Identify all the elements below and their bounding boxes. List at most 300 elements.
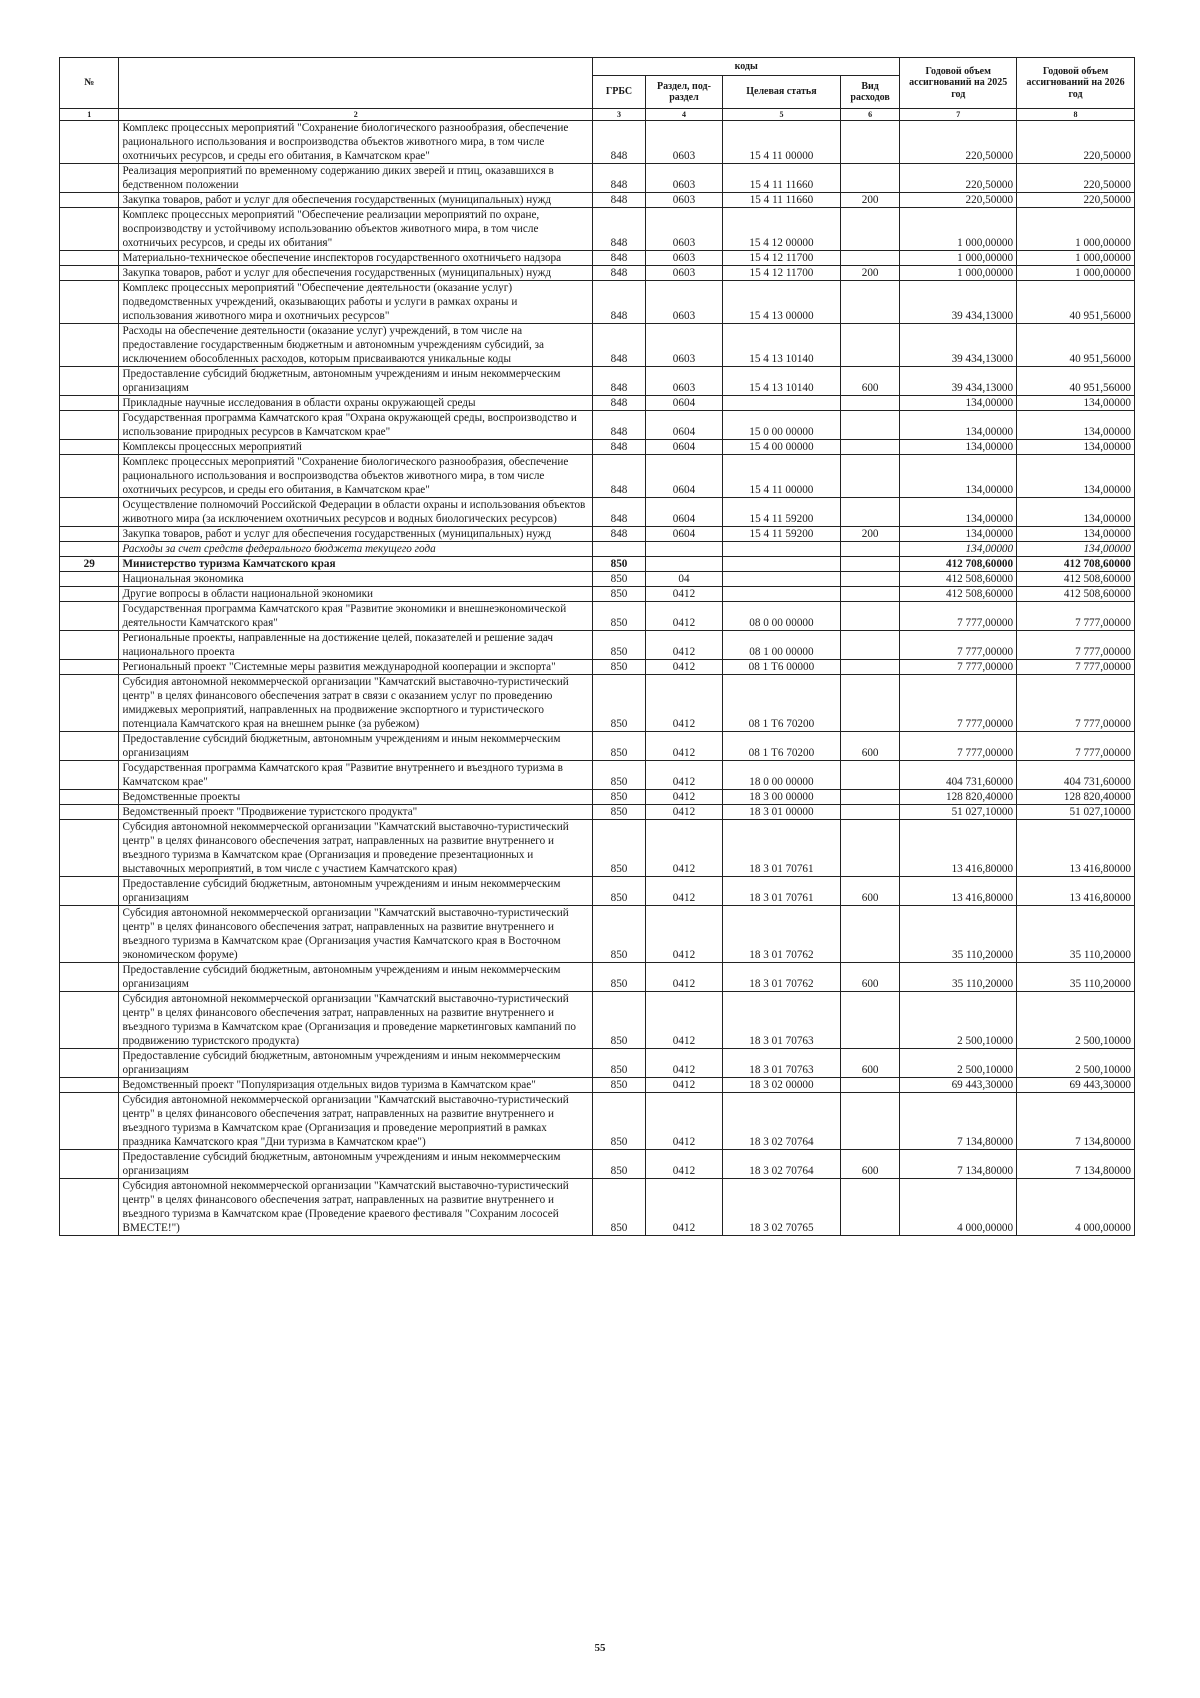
- row-name: Материально-техническое обеспечение инспекторов государственного охотничьего надзора: [119, 251, 593, 266]
- row-target-article: 18 3 02 70764: [723, 1150, 841, 1179]
- row-amount-2025: 7 777,00000: [900, 660, 1017, 675]
- row-razdel: 0604: [645, 527, 722, 542]
- row-grbs: 848: [593, 251, 646, 266]
- row-name: Ведомственные проекты: [119, 790, 593, 805]
- row-razdel: 0604: [645, 411, 722, 440]
- row-razdel: 0412: [645, 1093, 722, 1150]
- header-grbs: ГРБС: [593, 76, 646, 109]
- row-name: Предоставление субсидий бюджетным, автономным учреждениям и иным некоммерческим организациям: [119, 877, 593, 906]
- row-target-article: 15 4 11 00000: [723, 121, 841, 164]
- row-amount-2026: 1 000,00000: [1017, 251, 1135, 266]
- row-name: Комплекс процессных мероприятий "Сохранение биологического разнообразия, обеспечение рационального использования и воспроизводства объектов животного мира, в том числе охотничьих ресурсов, и среды его обитания, в Камчатском крае": [119, 455, 593, 498]
- row-expense-type: 600: [840, 963, 900, 992]
- row-amount-2026: 40 951,56000: [1017, 324, 1135, 367]
- row-number: [60, 820, 119, 877]
- row-grbs: 848: [593, 266, 646, 281]
- row-name: Предоставление субсидий бюджетным, автономным учреждениям и иным некоммерческим организациям: [119, 1150, 593, 1179]
- row-razdel: 0412: [645, 631, 722, 660]
- row-razdel: 0412: [645, 820, 722, 877]
- table-row: [60, 660, 1135, 675]
- row-number: [60, 761, 119, 790]
- row-number: [60, 1150, 119, 1179]
- row-name: Государственная программа Камчатского края "Развитие внутреннего и въездного туризма в Камчатском крае": [119, 761, 593, 790]
- column-number: 4: [645, 109, 722, 121]
- row-target-article: 18 3 02 70765: [723, 1179, 841, 1236]
- column-number-row: [60, 109, 1135, 121]
- row-amount-2025: 7 777,00000: [900, 602, 1017, 631]
- row-expense-type: [840, 1179, 900, 1236]
- table-row: [60, 498, 1135, 527]
- row-target-article: 18 3 02 00000: [723, 1078, 841, 1093]
- row-number: [60, 440, 119, 455]
- row-amount-2025: 1 000,00000: [900, 208, 1017, 251]
- row-amount-2026: 40 951,56000: [1017, 281, 1135, 324]
- column-number: 6: [840, 109, 900, 121]
- table-row: [60, 1179, 1135, 1236]
- row-amount-2025: 128 820,40000: [900, 790, 1017, 805]
- row-grbs: 850: [593, 963, 646, 992]
- row-target-article: 18 3 01 70761: [723, 820, 841, 877]
- table-row: [60, 877, 1135, 906]
- row-number: [60, 498, 119, 527]
- row-target-article: 18 3 01 70761: [723, 877, 841, 906]
- row-grbs: 848: [593, 324, 646, 367]
- header-target-article: Целевая статья: [723, 76, 841, 109]
- row-razdel: 0604: [645, 455, 722, 498]
- row-number: [60, 1179, 119, 1236]
- row-amount-2026: 220,50000: [1017, 164, 1135, 193]
- row-name: Закупка товаров, работ и услуг для обеспечения государственных (муниципальных) нужд: [119, 527, 593, 542]
- row-expense-type: [840, 440, 900, 455]
- row-name: Ведомственный проект "Популяризация отдельных видов туризма в Камчатском крае": [119, 1078, 593, 1093]
- row-razdel: 0412: [645, 1179, 722, 1236]
- row-grbs: 850: [593, 1093, 646, 1150]
- row-name: Субсидия автономной некоммерческой организации "Камчатский выставочно-туристический центр" в целях финансового обеспечения затрат, направленных на развитие внутреннего и въездного туризма в Камчатском крае (Проведение краевого фестиваля "Сохраним лососей ВМЕСТЕ!"): [119, 1179, 593, 1236]
- row-number: [60, 411, 119, 440]
- row-amount-2025: 69 443,30000: [900, 1078, 1017, 1093]
- row-amount-2026: 2 500,10000: [1017, 992, 1135, 1049]
- row-amount-2026: 13 416,80000: [1017, 820, 1135, 877]
- table-row: [60, 790, 1135, 805]
- table-row: [60, 587, 1135, 602]
- row-name: Предоставление субсидий бюджетным, автономным учреждениям и иным некоммерческим организациям: [119, 732, 593, 761]
- row-number: [60, 587, 119, 602]
- row-target-article: 18 0 00 00000: [723, 761, 841, 790]
- table-row: [60, 1049, 1135, 1078]
- row-razdel: 0412: [645, 1078, 722, 1093]
- row-name: Предоставление субсидий бюджетным, автономным учреждениям и иным некоммерческим организациям: [119, 367, 593, 396]
- row-amount-2025: 2 500,10000: [900, 1049, 1017, 1078]
- table-row: [60, 542, 1135, 557]
- row-amount-2026: 1 000,00000: [1017, 266, 1135, 281]
- row-name: Осуществление полномочий Российской Федерации в области охраны и использования объектов животного мира (за исключением охотничьих ресурсов и водных биологических ресурсов): [119, 498, 593, 527]
- row-grbs: [593, 542, 646, 557]
- row-amount-2026: 220,50000: [1017, 193, 1135, 208]
- row-expense-type: [840, 542, 900, 557]
- row-razdel: [645, 557, 722, 572]
- row-expense-type: [840, 396, 900, 411]
- row-expense-type: 600: [840, 367, 900, 396]
- row-number: [60, 992, 119, 1049]
- row-expense-type: [840, 208, 900, 251]
- row-grbs: 848: [593, 193, 646, 208]
- header-volume-2026: Годовой объем ассигнований на 2026 год: [1017, 58, 1135, 109]
- row-name: Комплекс процессных мероприятий "Сохранение биологического разнообразия, обеспечение рационального использования и воспроизводства объектов животного мира, в том числе охотничьих ресурсов, и среды его обитания, в Камчатском крае": [119, 121, 593, 164]
- row-grbs: 850: [593, 761, 646, 790]
- table-row: [60, 440, 1135, 455]
- row-grbs: 850: [593, 790, 646, 805]
- row-name: Субсидия автономной некоммерческой организации "Камчатский выставочно-туристический центр" в целях финансового обеспечения затрат, направленных на развитие внутреннего и въездного туризма в Камчатском крае (Организация и проведение мероприятий в рамках праздника Камчатского края "Дни туризма в Камчатском крае"): [119, 1093, 593, 1150]
- row-amount-2025: 134,00000: [900, 498, 1017, 527]
- header-expense-type: Вид расходов: [840, 76, 900, 109]
- table-row: [60, 572, 1135, 587]
- row-amount-2025: 39 434,13000: [900, 281, 1017, 324]
- row-name: Региональный проект "Системные меры развития международной кооперации и экспорта": [119, 660, 593, 675]
- row-name: Комплекс процессных мероприятий "Обеспечение деятельности (оказание услуг) подведомственных учреждений, оказывающих работы и услуги в рамках охраны и использования животного мира и охотничьих ресурсов": [119, 281, 593, 324]
- row-name: Комплексы процессных мероприятий: [119, 440, 593, 455]
- row-amount-2026: 35 110,20000: [1017, 963, 1135, 992]
- row-amount-2026: 412 708,60000: [1017, 557, 1135, 572]
- row-razdel: 0603: [645, 193, 722, 208]
- row-grbs: 850: [593, 557, 646, 572]
- row-amount-2026: 4 000,00000: [1017, 1179, 1135, 1236]
- row-amount-2025: 7 777,00000: [900, 631, 1017, 660]
- row-expense-type: [840, 790, 900, 805]
- row-grbs: 848: [593, 208, 646, 251]
- row-name: Национальная экономика: [119, 572, 593, 587]
- row-number: [60, 906, 119, 963]
- row-razdel: 0603: [645, 208, 722, 251]
- row-amount-2026: 412 508,60000: [1017, 572, 1135, 587]
- table-row: [60, 820, 1135, 877]
- row-amount-2026: 69 443,30000: [1017, 1078, 1135, 1093]
- row-amount-2025: 412 508,60000: [900, 587, 1017, 602]
- column-number: 2: [119, 109, 593, 121]
- column-number: 8: [1017, 109, 1135, 121]
- row-amount-2025: 2 500,10000: [900, 992, 1017, 1049]
- row-razdel: 0603: [645, 367, 722, 396]
- row-amount-2025: 1 000,00000: [900, 266, 1017, 281]
- row-name: Комплекс процессных мероприятий "Обеспечение реализации мероприятий по охране, воспроизводству и устойчивому использованию объектов животного мира, в том числе охотничьих ресурсов, и среды их обитания": [119, 208, 593, 251]
- row-grbs: 848: [593, 121, 646, 164]
- row-target-article: 18 3 01 70762: [723, 963, 841, 992]
- row-number: [60, 542, 119, 557]
- row-number: [60, 805, 119, 820]
- row-expense-type: [840, 455, 900, 498]
- row-expense-type: 600: [840, 732, 900, 761]
- row-razdel: 0412: [645, 732, 722, 761]
- row-grbs: 850: [593, 675, 646, 732]
- row-expense-type: 600: [840, 877, 900, 906]
- row-amount-2025: 1 000,00000: [900, 251, 1017, 266]
- row-expense-type: [840, 121, 900, 164]
- row-expense-type: [840, 675, 900, 732]
- row-target-article: [723, 396, 841, 411]
- row-target-article: 15 4 11 59200: [723, 527, 841, 542]
- row-name: Региональные проекты, направленные на достижение целей, показателей и решение задач национального проекта: [119, 631, 593, 660]
- table-row: [60, 1150, 1135, 1179]
- header-number: №: [60, 58, 119, 109]
- row-amount-2025: 134,00000: [900, 542, 1017, 557]
- table-row: [60, 396, 1135, 411]
- row-expense-type: [840, 251, 900, 266]
- row-target-article: 18 3 02 70764: [723, 1093, 841, 1150]
- row-target-article: 15 4 11 11660: [723, 164, 841, 193]
- row-amount-2025: 13 416,80000: [900, 877, 1017, 906]
- row-amount-2025: 51 027,10000: [900, 805, 1017, 820]
- row-number: [60, 367, 119, 396]
- row-target-article: 18 3 01 00000: [723, 805, 841, 820]
- row-number: [60, 877, 119, 906]
- row-grbs: 850: [593, 587, 646, 602]
- row-amount-2025: 35 110,20000: [900, 963, 1017, 992]
- row-name: Прикладные научные исследования в области охраны окружающей среды: [119, 396, 593, 411]
- row-amount-2025: 220,50000: [900, 121, 1017, 164]
- row-amount-2026: 412 508,60000: [1017, 587, 1135, 602]
- row-number: [60, 121, 119, 164]
- row-razdel: 0412: [645, 992, 722, 1049]
- row-name: Субсидия автономной некоммерческой организации "Камчатский выставочно-туристический центр" в целях финансового обеспечения затрат, направленных на развитие внутреннего и въездного туризма в Камчатском крае (Организация участия Камчатского края в Восточном экономическом форуме): [119, 906, 593, 963]
- row-name: Закупка товаров, работ и услуг для обеспечения государственных (муниципальных) нужд: [119, 266, 593, 281]
- row-grbs: 850: [593, 572, 646, 587]
- row-number: [60, 164, 119, 193]
- table-row: [60, 411, 1135, 440]
- table-row: [60, 761, 1135, 790]
- row-amount-2025: 220,50000: [900, 164, 1017, 193]
- table-row: [60, 324, 1135, 367]
- table-row: [60, 367, 1135, 396]
- row-number: [60, 572, 119, 587]
- row-razdel: 0412: [645, 963, 722, 992]
- row-amount-2026: 134,00000: [1017, 411, 1135, 440]
- row-expense-type: 200: [840, 527, 900, 542]
- table-body: [60, 121, 1135, 1236]
- row-razdel: 0603: [645, 164, 722, 193]
- row-amount-2026: 7 777,00000: [1017, 602, 1135, 631]
- row-number: [60, 1093, 119, 1150]
- row-razdel: 04: [645, 572, 722, 587]
- table-row: [60, 992, 1135, 1049]
- budget-table: [59, 57, 1135, 1236]
- row-razdel: 0412: [645, 761, 722, 790]
- row-target-article: 18 3 01 70763: [723, 1049, 841, 1078]
- row-number: [60, 281, 119, 324]
- row-target-article: 15 4 13 10140: [723, 324, 841, 367]
- row-name: Другие вопросы в области национальной экономики: [119, 587, 593, 602]
- row-amount-2026: 134,00000: [1017, 527, 1135, 542]
- row-target-article: 15 4 11 59200: [723, 498, 841, 527]
- row-number: [60, 732, 119, 761]
- row-name: Субсидия автономной некоммерческой организации "Камчатский выставочно-туристический центр" в целях финансового обеспечения затрат, направленных на развитие внутреннего и въездного туризма в Камчатском крае (Организация и проведение маркетинговых кампаний по продвижению туристского продукта): [119, 992, 593, 1049]
- row-name: Расходы на обеспечение деятельности (оказание услуг) учреждений, в том числе на предоставление государственным бюджетным и автономным учреждениям субсидий, за исключением обособленных расходов, которым присваиваются уникальные коды: [119, 324, 593, 367]
- row-name: Государственная программа Камчатского края "Развитие экономики и внешнеэкономической деятельности Камчатского края": [119, 602, 593, 631]
- table-row: [60, 602, 1135, 631]
- row-grbs: 850: [593, 660, 646, 675]
- row-expense-type: [840, 281, 900, 324]
- row-name: Министерство туризма Камчатского края: [119, 557, 593, 572]
- table-row: [60, 208, 1135, 251]
- row-target-article: 15 4 12 11700: [723, 251, 841, 266]
- table-row: [60, 963, 1135, 992]
- row-expense-type: [840, 761, 900, 790]
- row-number: [60, 455, 119, 498]
- row-razdel: 0412: [645, 790, 722, 805]
- row-target-article: 18 3 00 00000: [723, 790, 841, 805]
- header-razdel: Раздел, под-раздел: [645, 76, 722, 109]
- row-target-article: 08 1 Т6 70200: [723, 675, 841, 732]
- row-amount-2025: 404 731,60000: [900, 761, 1017, 790]
- row-amount-2026: 7 777,00000: [1017, 732, 1135, 761]
- header-name: [119, 58, 593, 109]
- column-number: 3: [593, 109, 646, 121]
- row-amount-2026: 7 134,80000: [1017, 1150, 1135, 1179]
- row-expense-type: [840, 164, 900, 193]
- table-row: [60, 251, 1135, 266]
- row-expense-type: 600: [840, 1049, 900, 1078]
- row-amount-2025: 134,00000: [900, 396, 1017, 411]
- table-row: [60, 193, 1135, 208]
- row-expense-type: [840, 498, 900, 527]
- row-expense-type: 600: [840, 1150, 900, 1179]
- row-razdel: 0603: [645, 266, 722, 281]
- row-expense-type: [840, 324, 900, 367]
- table-row: [60, 455, 1135, 498]
- table-row: [60, 266, 1135, 281]
- row-amount-2026: 13 416,80000: [1017, 877, 1135, 906]
- row-amount-2025: 7 777,00000: [900, 732, 1017, 761]
- table-row: [60, 121, 1135, 164]
- row-name: Ведомственный проект "Продвижение туристского продукта": [119, 805, 593, 820]
- table-row: [60, 1078, 1135, 1093]
- row-razdel: 0603: [645, 121, 722, 164]
- row-razdel: 0604: [645, 440, 722, 455]
- row-number: [60, 1078, 119, 1093]
- row-amount-2026: 134,00000: [1017, 542, 1135, 557]
- row-razdel: 0412: [645, 660, 722, 675]
- row-razdel: 0603: [645, 251, 722, 266]
- row-target-article: 15 4 12 11700: [723, 266, 841, 281]
- row-number: [60, 193, 119, 208]
- row-expense-type: [840, 602, 900, 631]
- row-expense-type: [840, 572, 900, 587]
- table-row: [60, 631, 1135, 660]
- row-target-article: 15 4 13 00000: [723, 281, 841, 324]
- row-amount-2026: 51 027,10000: [1017, 805, 1135, 820]
- row-target-article: 15 4 13 10140: [723, 367, 841, 396]
- row-name: Закупка товаров, работ и услуг для обеспечения государственных (муниципальных) нужд: [119, 193, 593, 208]
- row-target-article: 08 1 00 00000: [723, 631, 841, 660]
- row-amount-2025: 412 508,60000: [900, 572, 1017, 587]
- row-grbs: 848: [593, 527, 646, 542]
- row-razdel: 0412: [645, 602, 722, 631]
- row-number: [60, 660, 119, 675]
- row-number: [60, 208, 119, 251]
- row-razdel: 0412: [645, 1150, 722, 1179]
- row-grbs: 850: [593, 1179, 646, 1236]
- row-number: [60, 396, 119, 411]
- row-amount-2026: 7 777,00000: [1017, 631, 1135, 660]
- row-number: [60, 675, 119, 732]
- row-target-article: [723, 572, 841, 587]
- row-target-article: [723, 587, 841, 602]
- row-grbs: 848: [593, 411, 646, 440]
- table-row: [60, 1093, 1135, 1150]
- header-codes: коды: [593, 58, 900, 76]
- row-amount-2025: 134,00000: [900, 411, 1017, 440]
- row-target-article: 15 4 11 00000: [723, 455, 841, 498]
- row-number: [60, 1049, 119, 1078]
- row-expense-type: [840, 906, 900, 963]
- row-amount-2026: 7 777,00000: [1017, 675, 1135, 732]
- page-number: 55: [594, 1642, 606, 1654]
- row-expense-type: [840, 631, 900, 660]
- row-amount-2025: 134,00000: [900, 440, 1017, 455]
- row-name: Предоставление субсидий бюджетным, автономным учреждениям и иным некоммерческим организациям: [119, 963, 593, 992]
- row-amount-2026: 134,00000: [1017, 440, 1135, 455]
- row-number: [60, 266, 119, 281]
- row-amount-2025: 134,00000: [900, 527, 1017, 542]
- row-target-article: 15 0 00 00000: [723, 411, 841, 440]
- row-razdel: 0412: [645, 675, 722, 732]
- table-row: [60, 164, 1135, 193]
- table-row: [60, 281, 1135, 324]
- row-amount-2025: 220,50000: [900, 193, 1017, 208]
- row-amount-2026: 134,00000: [1017, 498, 1135, 527]
- header-row-top: [60, 58, 1135, 76]
- row-grbs: 850: [593, 1150, 646, 1179]
- table-row: [60, 906, 1135, 963]
- row-razdel: 0412: [645, 906, 722, 963]
- row-number: [60, 790, 119, 805]
- row-expense-type: 200: [840, 193, 900, 208]
- row-amount-2026: 2 500,10000: [1017, 1049, 1135, 1078]
- row-amount-2025: 7 134,80000: [900, 1150, 1017, 1179]
- row-expense-type: [840, 660, 900, 675]
- row-target-article: [723, 557, 841, 572]
- row-name: Расходы за счет средств федерального бюджета текущего года: [119, 542, 593, 557]
- row-amount-2025: 7 777,00000: [900, 675, 1017, 732]
- row-amount-2025: 134,00000: [900, 455, 1017, 498]
- row-grbs: 848: [593, 164, 646, 193]
- row-name: Реализация мероприятий по временному содержанию диких зверей и птиц, оказавшихся в бедственном положении: [119, 164, 593, 193]
- table-row: [60, 732, 1135, 761]
- row-amount-2025: 35 110,20000: [900, 906, 1017, 963]
- row-number: [60, 251, 119, 266]
- row-grbs: 850: [593, 1078, 646, 1093]
- row-expense-type: [840, 557, 900, 572]
- row-expense-type: [840, 992, 900, 1049]
- row-expense-type: [840, 805, 900, 820]
- row-name: Государственная программа Камчатского края "Охрана окружающей среды, воспроизводство и использование природных ресурсов в Камчатском крае": [119, 411, 593, 440]
- row-grbs: 848: [593, 367, 646, 396]
- row-razdel: 0603: [645, 324, 722, 367]
- column-number: 1: [60, 109, 119, 121]
- row-grbs: 848: [593, 281, 646, 324]
- row-amount-2025: 4 000,00000: [900, 1179, 1017, 1236]
- row-razdel: [645, 542, 722, 557]
- row-amount-2026: 220,50000: [1017, 121, 1135, 164]
- row-amount-2026: 134,00000: [1017, 455, 1135, 498]
- row-target-article: 15 4 11 11660: [723, 193, 841, 208]
- row-grbs: 848: [593, 455, 646, 498]
- row-razdel: 0412: [645, 877, 722, 906]
- row-name: Субсидия автономной некоммерческой организации "Камчатский выставочно-туристический центр" в целях финансового обеспечения затрат в связи с оказанием услуг по проведению имиджевых мероприятий, направленных на продвижение экспортного и туристического потенциала Камчатского края на внешнем рынке (за рубежом): [119, 675, 593, 732]
- row-expense-type: [840, 820, 900, 877]
- row-number: [60, 963, 119, 992]
- row-grbs: 850: [593, 820, 646, 877]
- row-grbs: 850: [593, 1049, 646, 1078]
- row-target-article: [723, 542, 841, 557]
